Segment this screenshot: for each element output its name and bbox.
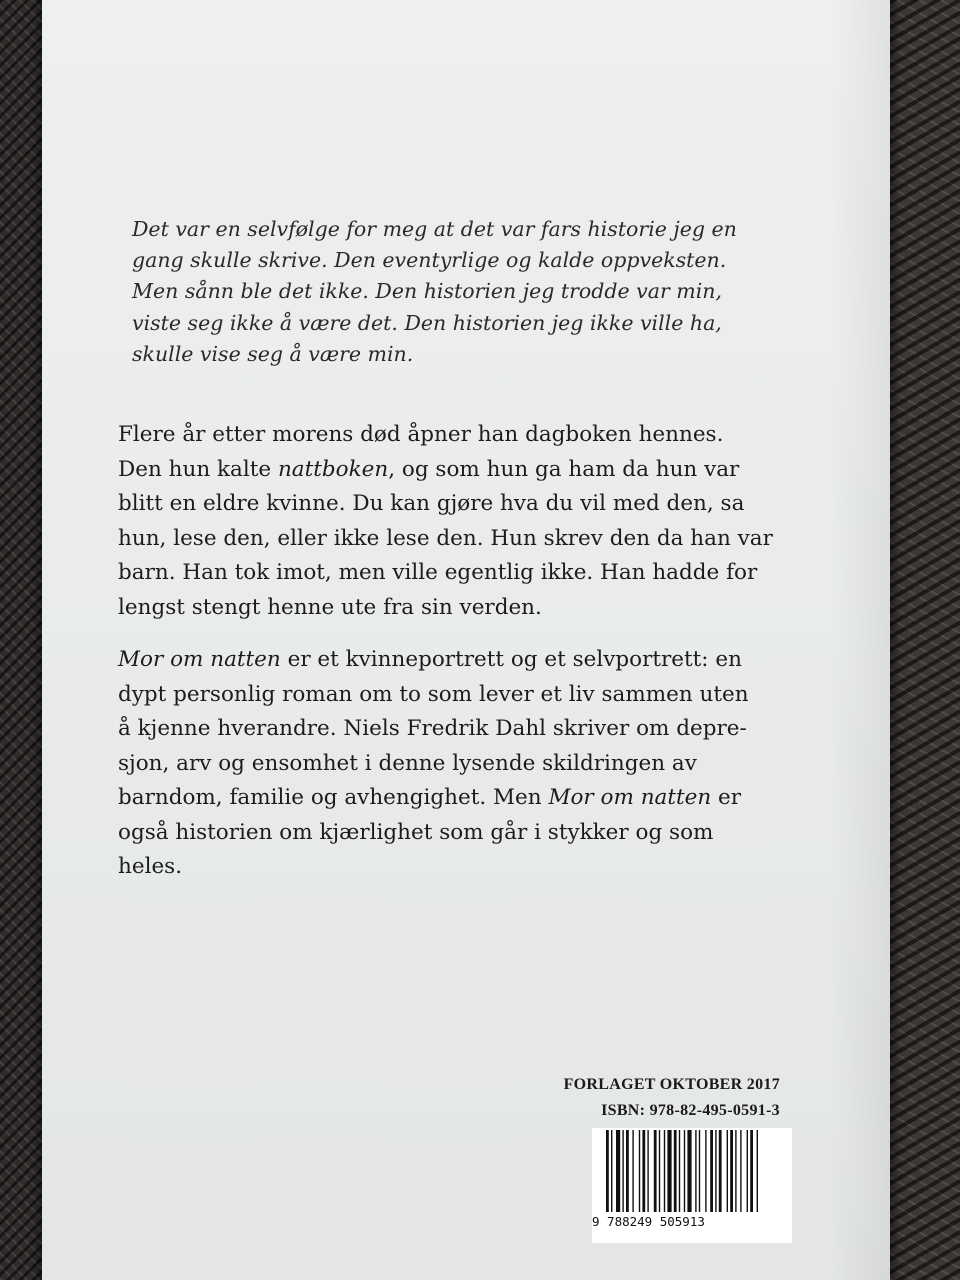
text-line: å kjenne hverandre. Niels Fredrik Dahl skriver om depre- xyxy=(118,716,747,741)
barcode-bar xyxy=(664,1130,665,1212)
text-line: barndom, familie og avhengighet. Men xyxy=(118,785,549,810)
barcode-bar xyxy=(705,1130,706,1212)
publisher-name: FORLAGET OKTOBER 2017 xyxy=(563,1076,780,1093)
intro-line: skulle vise seg å være min. xyxy=(132,341,414,366)
barcode-bar xyxy=(606,1130,609,1212)
barcode-bar xyxy=(684,1130,685,1212)
barcode-bar xyxy=(626,1130,629,1212)
barcode-bar xyxy=(667,1130,671,1212)
text-line: er et kvinneportrett og et selvportrett: en xyxy=(280,647,742,672)
text-line: lengst stengt henne ute fra sin verden. xyxy=(118,594,542,620)
blurb xyxy=(118,418,808,903)
barcode-bar xyxy=(687,1130,691,1212)
book-title-italic: Mor om natten xyxy=(118,647,281,672)
publisher-info xyxy=(480,1072,780,1124)
barcode-bar xyxy=(632,1130,633,1212)
barcode-bar xyxy=(674,1130,677,1212)
book-title-italic: Mor om natten xyxy=(548,785,712,810)
barcode-bars xyxy=(592,1128,792,1216)
fabric-background xyxy=(890,0,960,1280)
text-line: sjon, arv og ensomhet i denne lysende skildringen av xyxy=(118,750,697,776)
barcode-bar xyxy=(654,1130,657,1212)
barcode-bar xyxy=(616,1130,620,1212)
text-line: hun, lese den, eller ikke lese den. Hun skrev den da han var xyxy=(118,525,773,551)
text-line: er xyxy=(711,785,742,810)
barcode-bar xyxy=(740,1130,741,1212)
barcode-bar xyxy=(750,1130,753,1212)
barcode-bar xyxy=(679,1130,680,1212)
barcode-bar xyxy=(757,1130,758,1212)
barcode-bar xyxy=(747,1130,748,1212)
italic-term: nattboken xyxy=(277,456,389,482)
barcode-bar xyxy=(735,1130,736,1212)
barcode-bar xyxy=(642,1130,645,1212)
text-line: Den hun kalte xyxy=(118,456,278,482)
text-line: , og som hun ga ham da hun var xyxy=(388,456,740,482)
barcode-bar xyxy=(639,1130,640,1212)
barcode-bar xyxy=(699,1130,700,1212)
barcode-bar xyxy=(727,1130,728,1212)
barcode-bar xyxy=(715,1130,716,1212)
barcode-bar xyxy=(695,1130,696,1212)
intro-line: viste seg ikke å være det. Den historien jeg ikke ville ha, xyxy=(132,310,722,335)
barcode xyxy=(592,1128,792,1243)
text-line: blitt en eldre kvinne. Du kan gjøre hva du vil med den, sa xyxy=(118,491,745,516)
barcode-bar xyxy=(719,1130,722,1212)
barcode-bar xyxy=(730,1130,733,1212)
isbn-number: ISBN: 978-82-495-0591-3 xyxy=(601,1102,780,1119)
text-line: dypt personlig roman om to som lever et liv sammen uten xyxy=(118,681,749,707)
barcode-bar xyxy=(647,1130,648,1212)
intro-line: Det var en selvfølge for meg at det var fars historie jeg en xyxy=(132,217,737,241)
intro-quote xyxy=(132,214,792,370)
barcode-bar xyxy=(659,1130,660,1212)
barcode-digits: 9 788249 505913 xyxy=(592,1214,705,1229)
text-line: heles. xyxy=(118,854,183,879)
intro-line: gang skulle skrive. Den eventyrlige og kalde oppveksten. xyxy=(132,248,727,273)
blurb-paragraph-2 xyxy=(118,643,808,885)
text-line: også historien om kjærlighet som går i stykker og som xyxy=(118,819,714,845)
barcode-bar xyxy=(611,1130,612,1212)
text-line: Flere år etter morens død åpner han dagboken hennes. xyxy=(118,422,724,447)
barcode-bar xyxy=(710,1130,713,1212)
text-line: barn. Han tok imot, men ville egentlig ikke. Han hadde for xyxy=(118,560,758,585)
blurb-paragraph-1 xyxy=(118,418,808,625)
barcode-bar xyxy=(622,1130,623,1212)
intro-line: Men sånn ble det ikke. Den historien jeg trodde var min, xyxy=(132,279,722,304)
